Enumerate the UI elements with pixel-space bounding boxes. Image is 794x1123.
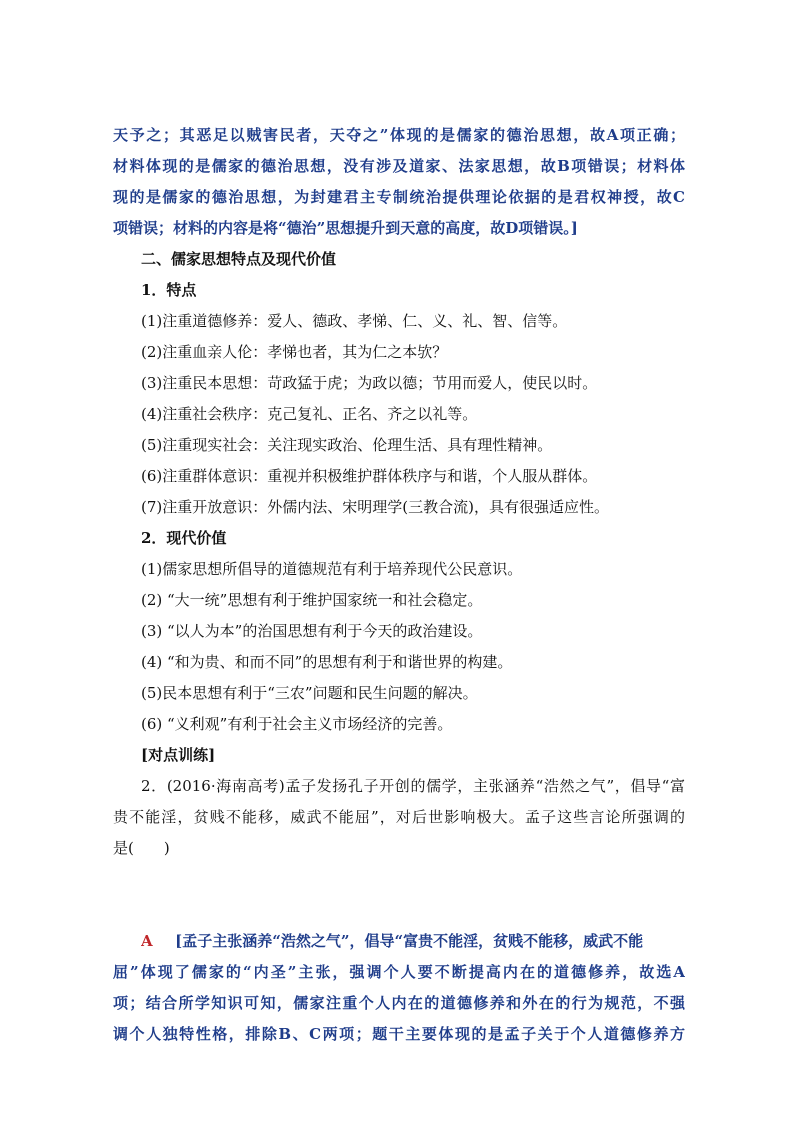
question-line-3: 是( ) [113,839,170,857]
prev-explanation-line-2: 材料体现的是儒家的德治思想，没有涉及道家、法家思想，故B项错误；材料体 [113,157,685,175]
values-heading: 2．现代价值 [141,529,227,547]
feature-item: (3)注重民本思想：苛政猛于虎；为政以德；节用而爱人，使民以时。 [141,374,598,392]
feature-item: (1)注重道德修养：爱人、德政、孝悌、仁、义、礼、智、信等。 [141,312,568,330]
value-item: (2) “大一统”思想有利于维护国家统一和社会稳定。 [141,591,483,609]
answer-line-2: 屈”体现了儒家的“内圣”主张，强调个人要不断提高内在的道德修养，故选A [113,963,685,981]
answer-line-3: 项；结合所学知识可知，儒家注重个人内在的道德修养和外在的行为规范，不强 [113,994,685,1012]
answer-line-1 [141,931,685,951]
prev-explanation-line-1: 天予之；其恶足以贼害民者，天夺之”体现的是儒家的德治思想，故A项正确； [113,126,685,144]
prev-explanation-line-3: 现的是儒家的德治思想，为封建君主专制统治提供理论依据的是君权神授，故C [113,188,685,206]
value-item: (3) “以人为本”的治国思想有利于今天的政治建设。 [141,622,483,640]
features-heading: 1．特点 [141,281,197,299]
feature-item: (4)注重社会秩序：克己复礼、正名、齐之以礼等。 [141,405,478,423]
answer-letter: A [141,932,153,950]
value-item: (5)民本思想有利于“三农”问题和民生问题的解决。 [141,684,478,702]
feature-item: (6)注重群体意识：重视并积极维护群体秩序与和谐，个人服从群体。 [141,467,598,485]
question-line-2: 贵不能淫，贫贱不能移，威武不能屈”，对后世影响极大。孟子这些言论所强调的 [113,808,685,826]
value-item: (6) “义利观”有利于社会主义市场经济的完善。 [141,715,453,733]
prev-explanation-line-4: 项错误；材料的内容是将“德治”思想提升到天意的高度，故D项错误。] [113,219,578,237]
practice-heading: [对点训练] [141,746,216,764]
section-title: 二、儒家思想特点及现代价值 [141,250,337,268]
feature-item: (7)注重开放意识：外儒内法、宋明理学(三教合流)，具有很强适应性。 [141,498,609,516]
feature-item: (5)注重现实社会：关注现实政治、伦理生活、具有理性精神。 [141,436,553,454]
feature-item: (2)注重血亲人伦：孝悌也者，其为仁之本欤？ [141,343,448,361]
answer-line-4: 调个人独特性格，排除B、C两项；题干主要体现的是孟子关于个人道德修养方 [113,1025,685,1043]
answer-text-1: [孟子主张涵养“浩然之气”，倡导“富贵不能淫，贫贱不能移，威武不能 [175,932,644,950]
value-item: (1)儒家思想所倡导的道德规范有利于培养现代公民意识。 [141,560,523,578]
question-line-1: 2．(2016·海南高考)孟子发扬孔子开创的儒学，主张涵养“浩然之气”，倡导“富 [141,777,685,795]
value-item: (4) “和为贵、和而不同”的思想有利于和谐世界的构建。 [141,653,513,671]
